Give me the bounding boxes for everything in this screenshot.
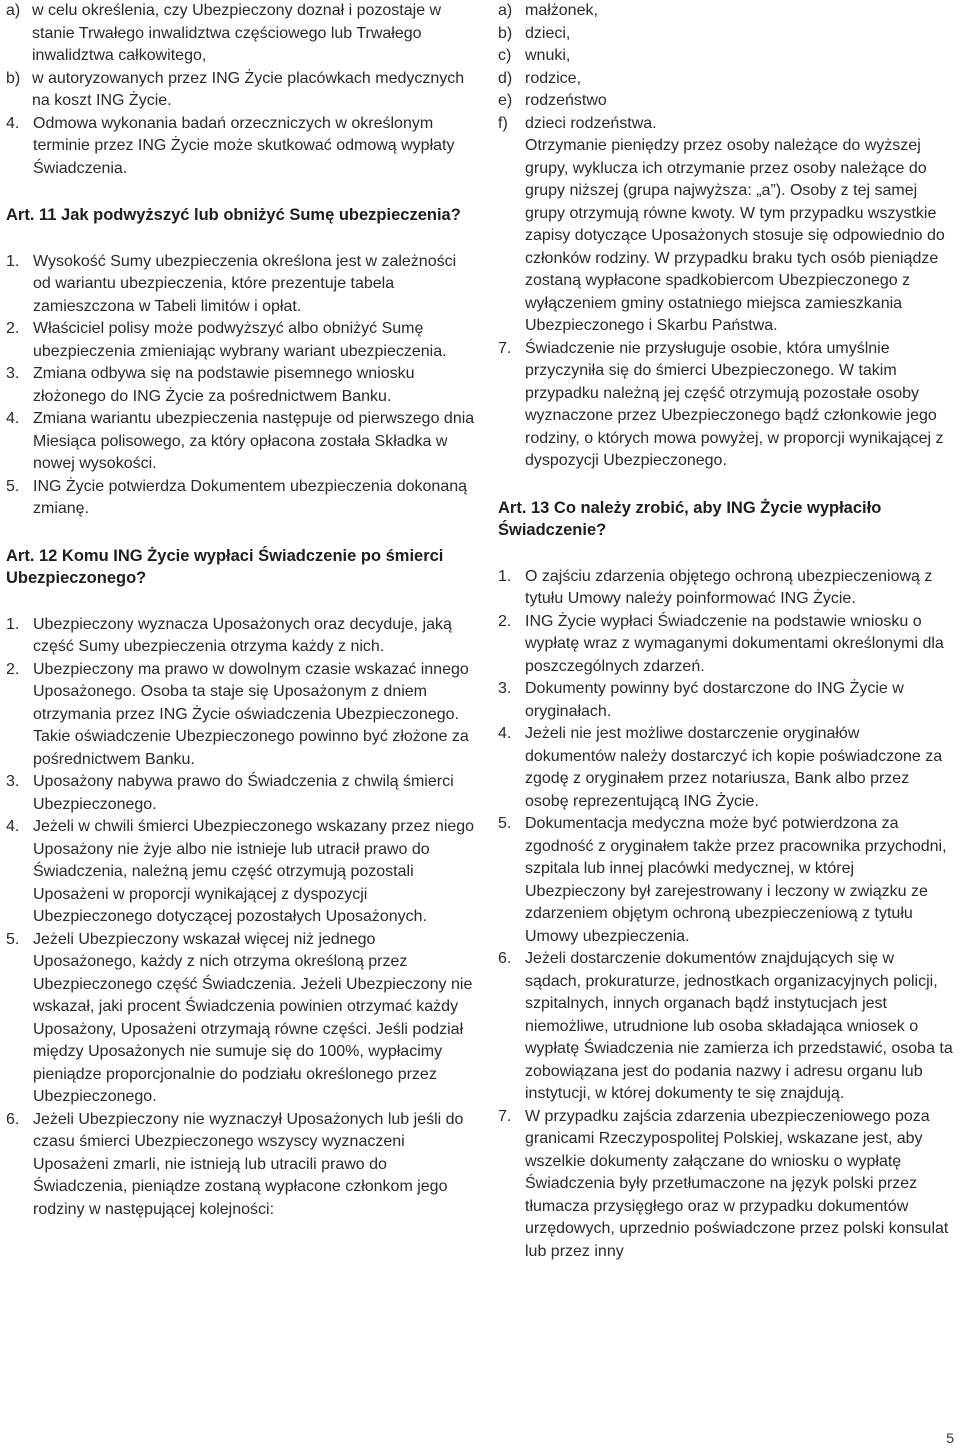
art13-list: [498, 566, 954, 1264]
list-text: Jeżeli nie jest możliwe dostarczenie oryginałów dokumentów należy dostarczyć ich kopie poświadczone za zgodę z oryginałem przez notariusza, Bank albo przez osobę reprezentującą ING Życie.: [525, 725, 943, 810]
list-item: [498, 45, 954, 68]
list-marker: 4.: [6, 818, 20, 835]
list-text: Właściciel polisy może podwyższyć albo obniżyć Sumę ubezpieczenia zmieniając wybrany wariant ubezpieczenia.: [33, 320, 447, 360]
list-item: [6, 476, 476, 521]
art11-list: [6, 251, 476, 521]
list-text: Dokumentacja medyczna może być potwierdzona za zgodność z oryginałem także przez pracownika przychodni, szpitala lub innej placówki medycznej, w której Ubezpieczony był zarejestrowany i leczony w związku ze zdarzeniem objętym ochroną ubezpieczeniową z tytułu Umowy ubezpieczenia.: [525, 815, 947, 945]
list-text: Zmiana odbywa się na podstawie pisemnego wniosku złożonego do ING Życie za pośrednictwem Banku.: [33, 365, 415, 405]
right-column: [498, 0, 954, 1263]
list-text: O zajściu zdarzenia objętego ochroną ubezpieczeniową z tytułu Umowy należy poinformować ING Życie.: [525, 567, 933, 607]
list-marker: 7.: [498, 339, 512, 357]
list-marker: 5.: [6, 477, 20, 495]
list-text: ING Życie wypłaci Świadczenie na podstawie wniosku o wypłatę wraz z wymaganymi dokumentami określonymi dla poszczególnych zdarzeń.: [525, 612, 944, 675]
list-item: [498, 68, 954, 91]
list-text: Dokumenty powinny być dostarczone do ING Życie w oryginałach.: [525, 680, 904, 720]
list-marker: c): [498, 47, 512, 64]
list-marker: d): [498, 69, 513, 87]
list-marker: 5.: [6, 930, 20, 948]
list-item: [6, 816, 476, 929]
list-item: [6, 1109, 476, 1222]
list-item: [6, 318, 476, 363]
section-heading-art11: Art. 11 Jak podwyższyć lub obniżyć Sumę ubezpieczenia?: [6, 206, 461, 224]
list-marker: 1.: [6, 252, 20, 270]
list-item: [498, 948, 954, 1106]
left-column: [6, 0, 476, 1221]
list-item: [6, 251, 476, 319]
list-item: [498, 678, 954, 723]
list-text: małżonek,: [525, 2, 598, 19]
list-item: [498, 90, 954, 113]
list-text: rodzice,: [525, 69, 582, 87]
list-text: Uposażony nabywa prawo do Świadczenia z chwilą śmierci Ubezpieczonego.: [33, 773, 454, 813]
list-text: Jeżeli Ubezpieczony wskazał więcej niż jednego Uposażonego, każdy z nich otrzyma określoną przez Ubezpieczonego część Świadczenia. Jeżeli Ubezpieczony nie wskazał, jaki procent Świadczenia powinien otrzymać każdy Uposażony, Uposażeni otrzymają równe części. Jeśli podział między Uposażonych nie sumuje się do 100%, wypłacimy pieniądze proporcjonalnie do podziału określonego przez Ubezpieczonego.: [33, 930, 473, 1105]
page-number: 5: [946, 1430, 954, 1446]
list-item: [498, 23, 954, 46]
list-text: Jeżeli dostarczenie dokumentów znajdujących się w sądach, prokuraturze, jednostkach organizacyjnych policji, szpitalnych, innych organach bądź instytucjach jest niemożliwe, utrudnione lub osoba składająca wniosek o wypłatę Świadczenia nie zamierza ich przedstawić, osoba ta zobowiązana jest do podania nazwy i adresu organu lub instytucji, w której dokumenty te się znajdują.: [525, 950, 953, 1102]
list-item: [6, 771, 476, 816]
list-text: w celu określenia, czy Ubezpieczony doznał i pozostaje w stanie Trwałego inwalidztwa częściowego lub Trwałego inwalidztwa całkowitego,: [32, 2, 442, 64]
list-text: Jeżeli w chwili śmierci Ubezpieczonego wskazany przez niego Uposażony nie żyje albo nie istnieje lub utracił prawo do Świadczenia, należną jemu część otrzymują pozostali Uposażeni w proporcji wynikającej z dyspozycji Ubezpieczonego dotyczącej pozostałych Uposażonych.: [33, 818, 475, 925]
list-text: wnuki,: [525, 47, 571, 64]
list-item: [6, 113, 476, 181]
list-item: [498, 338, 954, 473]
list-marker: e): [498, 92, 513, 109]
list-item: [6, 408, 476, 476]
list-text: ING Życie potwierdza Dokumentem ubezpieczenia dokonaną zmianę.: [33, 477, 468, 517]
continuation-paragraph: Otrzymanie pieniędzy przez osoby należące do wyższej grupy, wyklucza ich otrzymanie przez osoby należące do grupy niższej (grupa najwyższa: „a”). Osoby z tej samej grupy otrzymują równe kwoty. W tym przypadku wszystkie zapisy dotyczące Uposażonych stosuje się odpowiednio do członków rodziny. W przypadku braku tych osób pieniądze zostaną wypłacone spadkobiercom Ubezpieczonego z wyłączeniem gminy ostatniego miejsca zamieszkania Ubezpieczonego i Skarbu Państwa.: [525, 137, 945, 334]
list-text: Ubezpieczony wyznacza Uposażonych oraz decyduje, jaką część Sumy ubezpieczenia otrzyma każdy z nich.: [33, 615, 452, 655]
list-item: [6, 363, 476, 408]
list-marker: a): [6, 2, 21, 19]
list-item: [6, 614, 476, 659]
list-text: Jeżeli Ubezpieczony nie wyznaczył Uposażonych lub jeśli do czasu śmierci Ubezpieczonego wszyscy wyznaczeni Uposażeni zmarli, nie istnieją lub utracili prawo do Świadczenia, pieniądze zostaną wypłacone członkom jego rodziny w następującej kolejności:: [33, 1110, 464, 1218]
list-item: [498, 566, 954, 611]
list-text: rodzeństwo: [525, 92, 607, 109]
list-marker: 5.: [498, 815, 512, 832]
list-marker: 3.: [498, 680, 512, 697]
list-text: W przypadku zajścia zdarzenia ubezpieczeniowego poza granicami Rzeczypospolitej Polskiej, wskazane jest, aby wszelkie dokumenty załączane do wniosku o wypłatę Świadczenia były przetłumaczone na język polski przez tłumacza przysięgłego oraz w przypadku dokumentów urzędowych, uprzednio poświadczone przez polski konsulat lub przez inny: [525, 1107, 949, 1260]
list-item: [498, 813, 954, 948]
list-item: [6, 0, 476, 68]
list-marker: b): [498, 24, 513, 42]
list-text: Świadczenie nie przysługuje osobie, która umyślnie przyczyniła się do śmierci Ubezpieczonego. W takim przypadku należną jej część otrzymują pozostałe osoby wyznaczone przez Ubezpieczonego bądź członkowie jego rodziny, o których mowa powyżej, w proporcji wynikającej z dyspozycji Ubezpieczonego.: [525, 339, 944, 469]
list-marker: 1.: [6, 615, 20, 633]
section-heading-art13: Art. 13 Co należy zrobić, aby ING Życie wypłaciło Świadczenie?: [498, 498, 882, 539]
list-marker: 2.: [498, 612, 512, 630]
list-text: Zmiana wariantu ubezpieczenia następuje od pierwszego dnia Miesiąca polisowego, za który opłacona została Składka w nowej wysokości.: [33, 410, 475, 472]
list-marker: 3.: [6, 773, 20, 790]
list-marker: 7.: [498, 1107, 512, 1125]
list-item: [6, 929, 476, 1109]
list-item: [498, 1106, 954, 1264]
list-marker: a): [498, 2, 513, 19]
list-item: [6, 659, 476, 772]
list-marker: 3.: [6, 365, 20, 382]
section-heading-art12: Art. 12 Komu ING Życie wypłaci Świadczenie po śmierci Ubezpieczonego?: [6, 546, 444, 587]
family-list: [498, 0, 954, 135]
list-item: [6, 68, 476, 113]
list-item: [498, 611, 954, 679]
list-text: Odmowa wykonania badań orzeczniczych w określonym terminie przez ING Życie może skutkować odmową wypłaty Świadczenia.: [33, 114, 455, 177]
list-text: w autoryzowanych przez ING Życie placówkach medycznych na koszt ING Życie.: [32, 69, 465, 109]
list-marker: b): [6, 69, 21, 87]
list-marker: 2.: [6, 660, 20, 678]
art12-list: [6, 614, 476, 1222]
list-marker: 4.: [6, 114, 20, 132]
list-marker: 4.: [498, 725, 512, 742]
list-marker: 1.: [498, 567, 512, 585]
list-text: dzieci rodzeństwa.: [525, 114, 657, 132]
list-text: dzieci,: [525, 24, 571, 42]
list-text: Ubezpieczony ma prawo w dowolnym czasie wskazać innego Uposażonego. Osoba ta staje się Uposażonym z dniem otrzymania przez ING Życie oświadczenia Ubezpieczonego. Takie oświadczenie Ubezpieczonego powinno być złożone za pośrednictwem Banku.: [33, 660, 469, 768]
list-marker: f): [498, 114, 508, 132]
list-marker: 4.: [6, 410, 20, 427]
list-item: [498, 113, 954, 136]
list-item: [498, 723, 954, 813]
list-marker: 6.: [6, 1110, 20, 1128]
list-marker: 2.: [6, 320, 20, 337]
list-marker: 6.: [498, 950, 512, 967]
list-item: [498, 0, 954, 23]
list-text: Wysokość Sumy ubezpieczenia określona jest w zależności od wariantu ubezpieczenia, które prezentuje tabela zamieszczona w Tabeli limitów i opłat.: [33, 252, 457, 315]
